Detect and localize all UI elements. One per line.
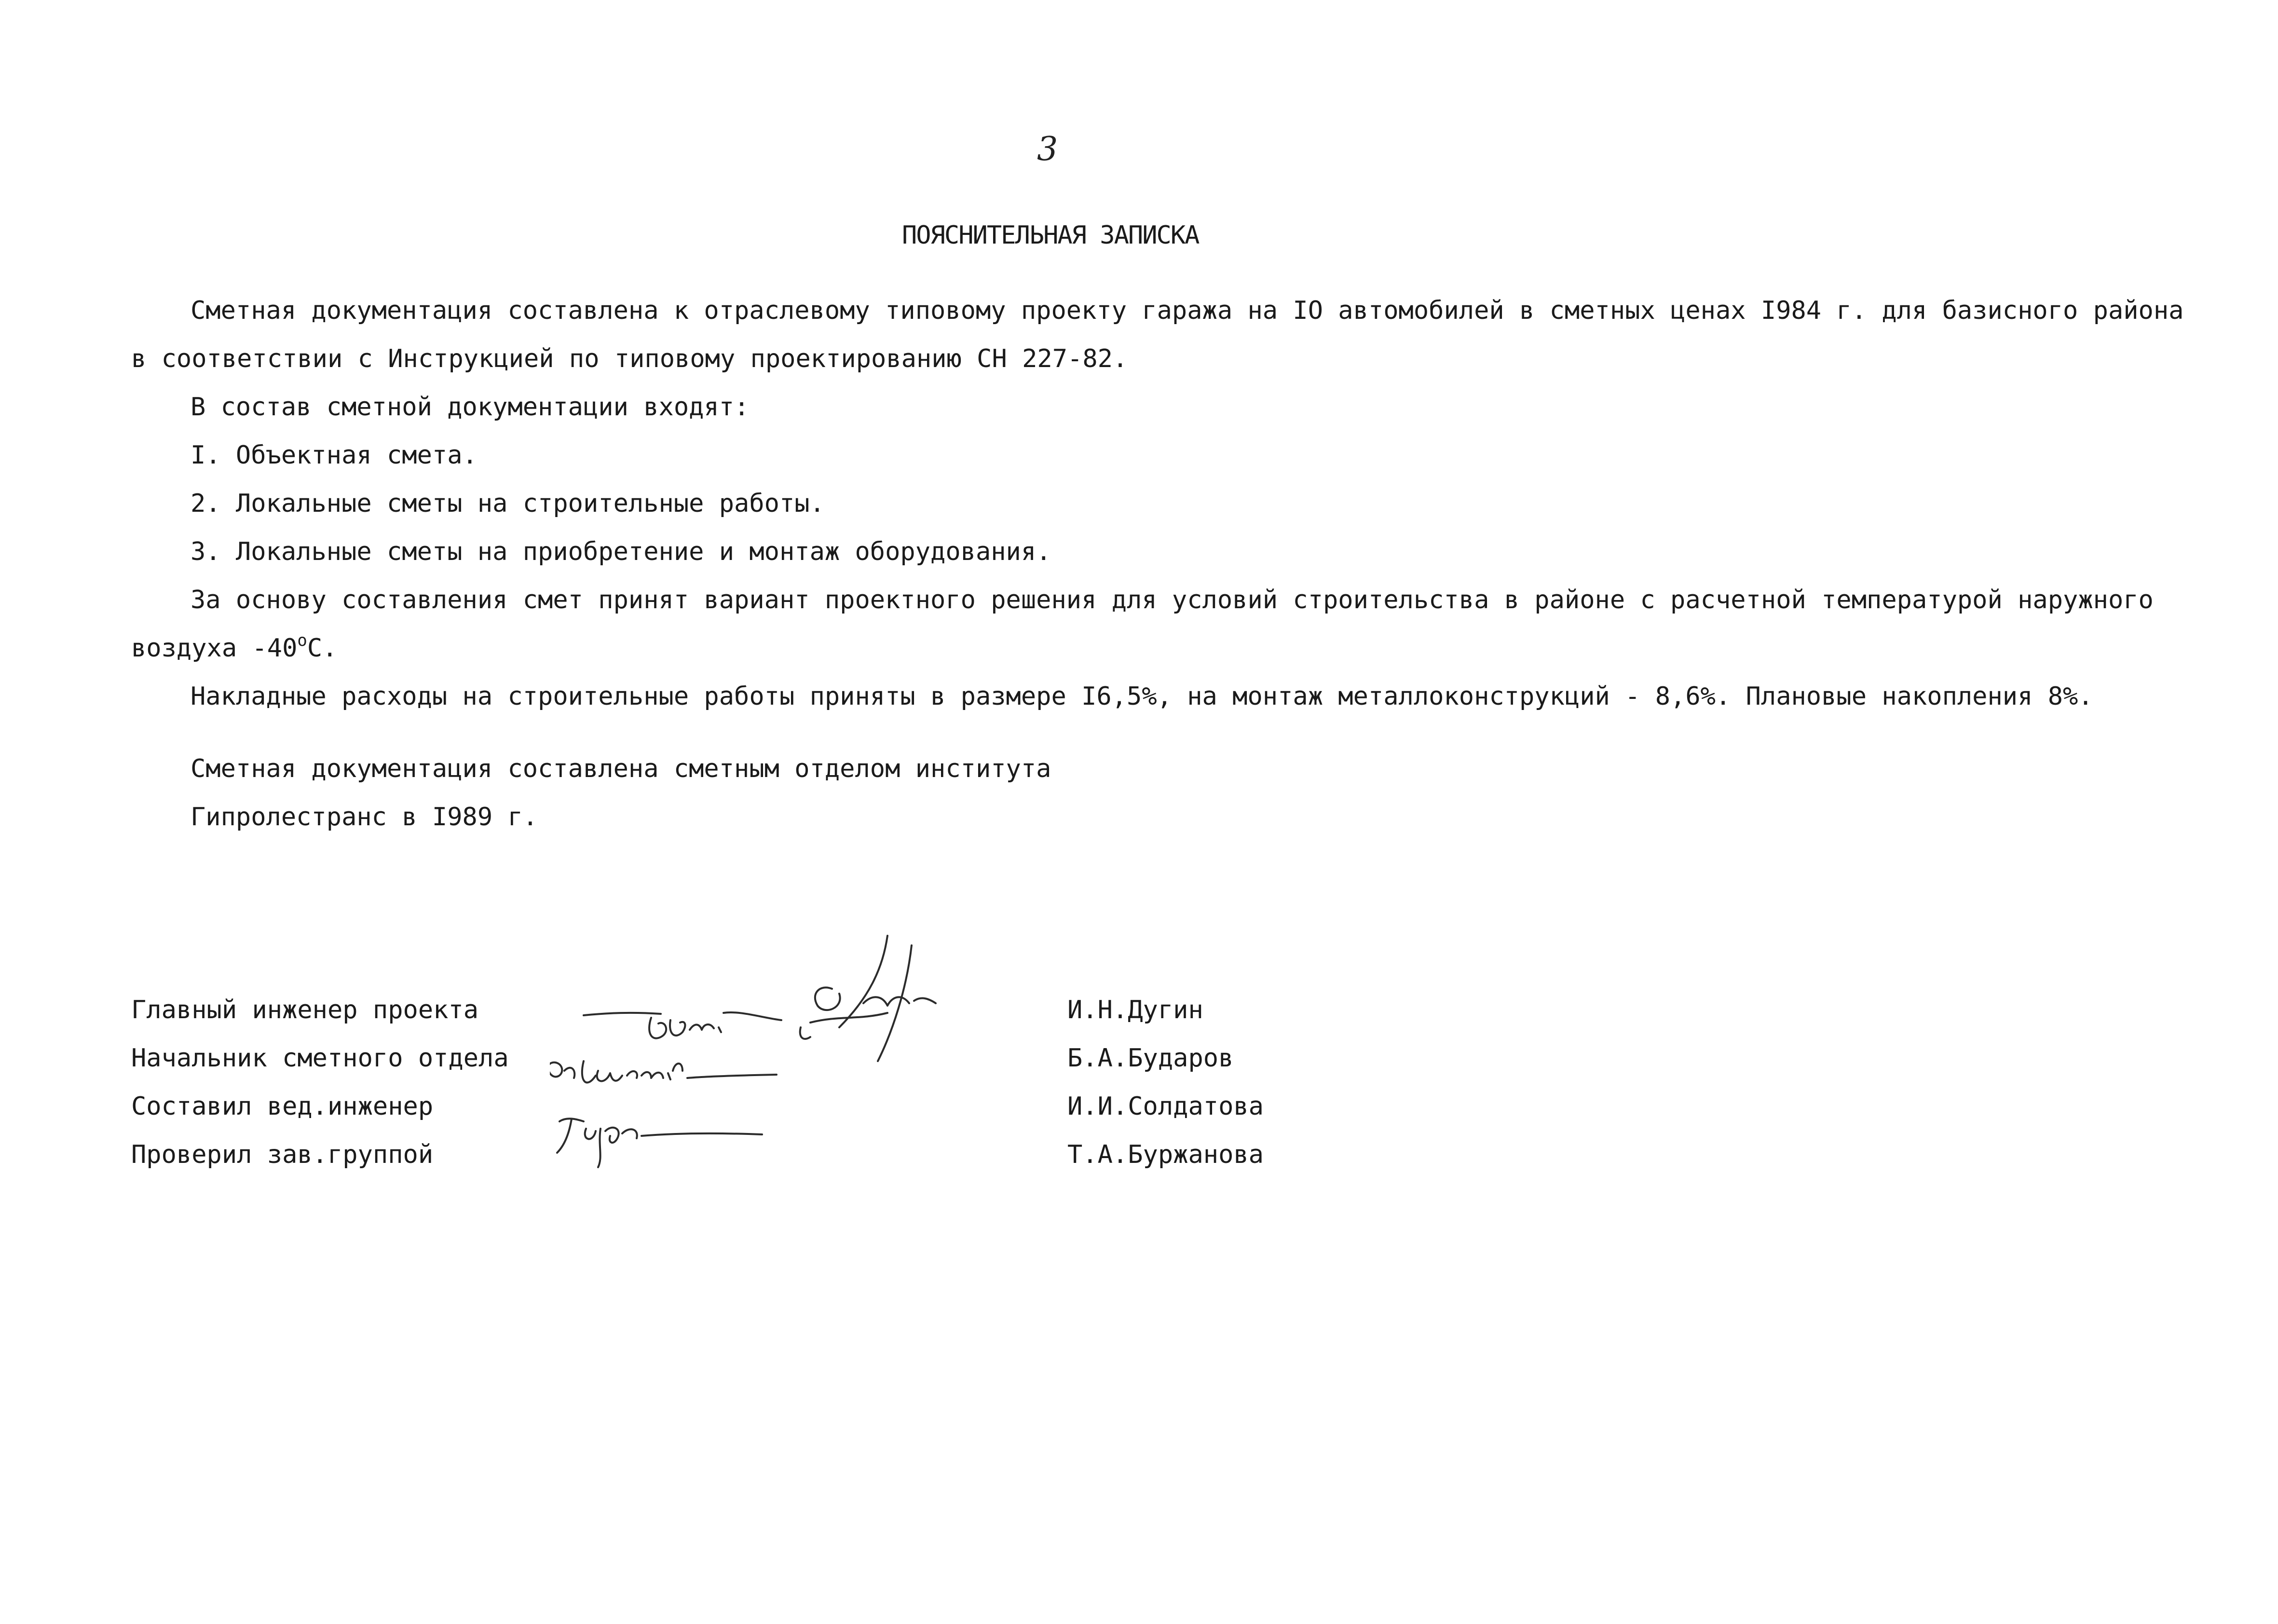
- paragraph-line: Сметная документация составлена сметным отделом института: [191, 754, 1051, 783]
- signature-chief-engineer: [810, 936, 936, 1061]
- paragraph-line: Накладные расходы на строительные работы приняты в размере I6,5%, на монтаж металлоконструкций - 8,6%. Плановые накопления 8%.: [191, 682, 2093, 711]
- paragraph-line: Гипролестранс в I989 г.: [191, 803, 538, 832]
- page-number: 3: [1037, 130, 1058, 168]
- list-item: 2. Локальные сметы на строительные работы.: [191, 489, 825, 518]
- degree-sign: о: [297, 631, 307, 650]
- temperature-unit: С.: [307, 634, 338, 663]
- document-title: ПОЯСНИТЕЛЬНАЯ ЗАПИСКА: [902, 221, 1199, 250]
- signature-group-head: [557, 1119, 762, 1167]
- signatory-role: Начальник сметного отдела: [131, 1044, 509, 1073]
- list-item: I. Объектная смета.: [191, 441, 477, 470]
- signatory-name: И.И.Солдатова: [1067, 1092, 1264, 1121]
- handwritten-signatures: [550, 916, 984, 1235]
- signature-leading-engineer: [550, 1061, 777, 1082]
- signatory-name: И.Н.Дугин: [1067, 996, 1203, 1024]
- paragraph-line: Сметная документация составлена к отраслевому типовому проекту гаража на IO автомобилей в сметных ценах I984 г. для базисного района: [191, 296, 2184, 325]
- signature-head-estimates: [584, 1012, 810, 1039]
- signatory-role: Главный инженер проекта: [131, 996, 479, 1024]
- signatory-role: Проверил зав.группой: [131, 1140, 434, 1169]
- paragraph-line: в соответствии с Инструкцией по типовому проектированию СН 227-82.: [131, 344, 1128, 373]
- signatory-role: Составил вед.инженер: [131, 1092, 434, 1121]
- paragraph-line: [131, 631, 338, 663]
- list-item: 3. Локальные сметы на приобретение и монтаж оборудования.: [191, 537, 1051, 566]
- temperature-text: воздуха -40: [131, 634, 298, 663]
- paragraph-line: За основу составления смет принят вариант проектного решения для условий строительства в районе с расчетной температурой наружного: [191, 586, 2154, 614]
- paragraph-line: В состав сметной документации входят:: [191, 393, 750, 422]
- signatory-name: Т.А.Буржанова: [1067, 1140, 1264, 1169]
- signatory-name: Б.А.Бударов: [1067, 1044, 1234, 1073]
